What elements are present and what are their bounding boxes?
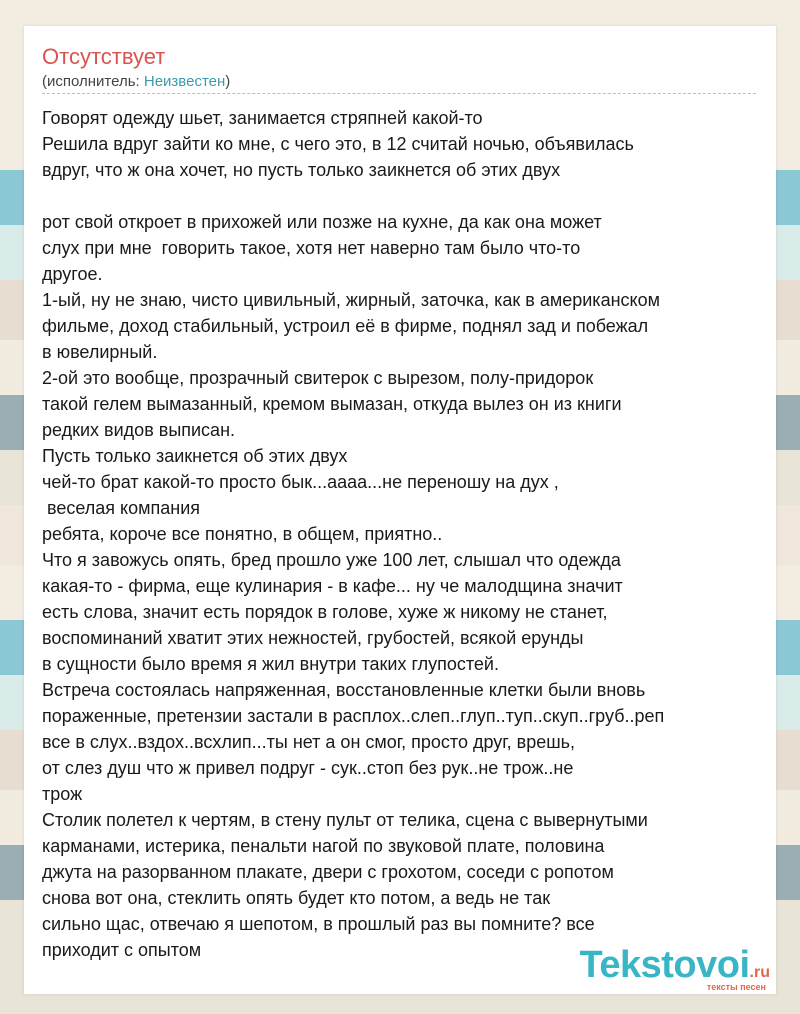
lyric-line: веселая компания xyxy=(42,498,201,518)
lyric-line xyxy=(42,183,766,209)
logo-name: Tekstovoi xyxy=(579,944,750,986)
lyrics-text xyxy=(42,105,766,963)
lyric-line: в сущности было время я жил внутри таких глупостей. xyxy=(42,654,499,674)
lyric-line: редких видов выписан. xyxy=(42,420,236,440)
lyric-line: карманами, истерика, пенальти нагой по звуковой плате, половина xyxy=(42,836,605,856)
lyric-line: все в слух..вздох..всхлип...ты нет а он смог, просто друг, врешь, xyxy=(42,732,576,752)
lyric-line: рот свой откроет в прихожей или позже на кухне, да как она может xyxy=(42,212,602,232)
lyric-line: Говорят одежду шьет, занимается стряпней какой-то xyxy=(42,108,483,128)
lyric-line: Решила вдруг зайти ко мне, с чего это, в 12 считай ночью, объявилась xyxy=(42,134,634,154)
lyric-line: слух при мне говорить такое, хотя нет наверно там было что-то xyxy=(42,238,581,258)
lyric-line: Пусть только заикнется об этих двух xyxy=(42,446,348,466)
site-logo[interactable] xyxy=(579,946,770,984)
lyric-line: вдруг, что ж она хочет, но пусть только заикнется об этих двух xyxy=(42,160,561,180)
logo-tagline: тексты песен xyxy=(706,982,766,992)
lyric-line: сильно щас, отвечаю я шепотом, в прошлый раз вы помните? все xyxy=(42,914,595,934)
lyric-line: 1-ый, ну не знаю, чисто цивильный, жирный, заточка, как в американском xyxy=(42,290,660,310)
logo-tld: .ru xyxy=(749,964,770,981)
lyric-line: от слез душ что ж привел подруг - сук..стоп без рук..не трож..не xyxy=(42,758,574,778)
lyric-line: такой гелем вымазанный, кремом вымазан, откуда вылез он из книги xyxy=(42,394,622,414)
artist-suffix: ) xyxy=(225,73,231,90)
lyric-line: ребята, короче все понятно, в общем, приятно.. xyxy=(42,524,443,544)
lyric-line: Встреча состоялась напряженная, восстановленные клетки были вновь xyxy=(42,680,646,700)
lyrics-card xyxy=(24,26,776,994)
title-divider xyxy=(42,93,756,94)
song-title: Отсутствует xyxy=(42,44,166,69)
lyric-line: другое. xyxy=(42,264,103,284)
artist-prefix: (исполнитель: xyxy=(42,73,144,90)
lyric-line: приходит с опытом xyxy=(42,940,202,960)
lyric-line: чей-то брат какой-то просто бык...аааа...не переношу на дух , xyxy=(42,472,559,492)
lyric-line: есть слова, значит есть порядок в голове, хуже ж никому не станет, xyxy=(42,602,608,622)
lyric-line: трож xyxy=(42,784,83,804)
lyric-line: воспоминаний хватит этих нежностей, грубостей, всякой ерунды xyxy=(42,628,584,648)
lyric-line: Столик полетел к чертям, в стену пульт от телика, сцена с вывернутыми xyxy=(42,810,648,830)
lyric-line: Что я завожусь опять, бред прошло уже 100 лет, слышал что одежда xyxy=(42,550,621,570)
lyric-line: снова вот она, стеклить опять будет кто потом, а ведь не так xyxy=(42,888,551,908)
artist-line xyxy=(42,73,230,91)
lyric-line: какая-то - фирма, еще кулинария - в кафе... ну че малодщина значит xyxy=(42,576,623,596)
artist-link[interactable]: Неизвестен xyxy=(143,73,226,90)
lyric-line: 2-ой это вообще, прозрачный свитерок с вырезом, полу-придорок xyxy=(42,368,594,388)
lyric-line: фильме, доход стабильный, устроил её в фирме, поднял зад и побежал xyxy=(42,316,649,336)
lyric-line: джута на разорванном плакате, двери с грохотом, соседи с ропотом xyxy=(42,862,614,882)
lyric-line: пораженные, претензии застали в расплох..слеп..глуп..туп..скуп..груб..реп xyxy=(42,706,665,726)
lyric-line: в ювелирный. xyxy=(42,342,158,362)
